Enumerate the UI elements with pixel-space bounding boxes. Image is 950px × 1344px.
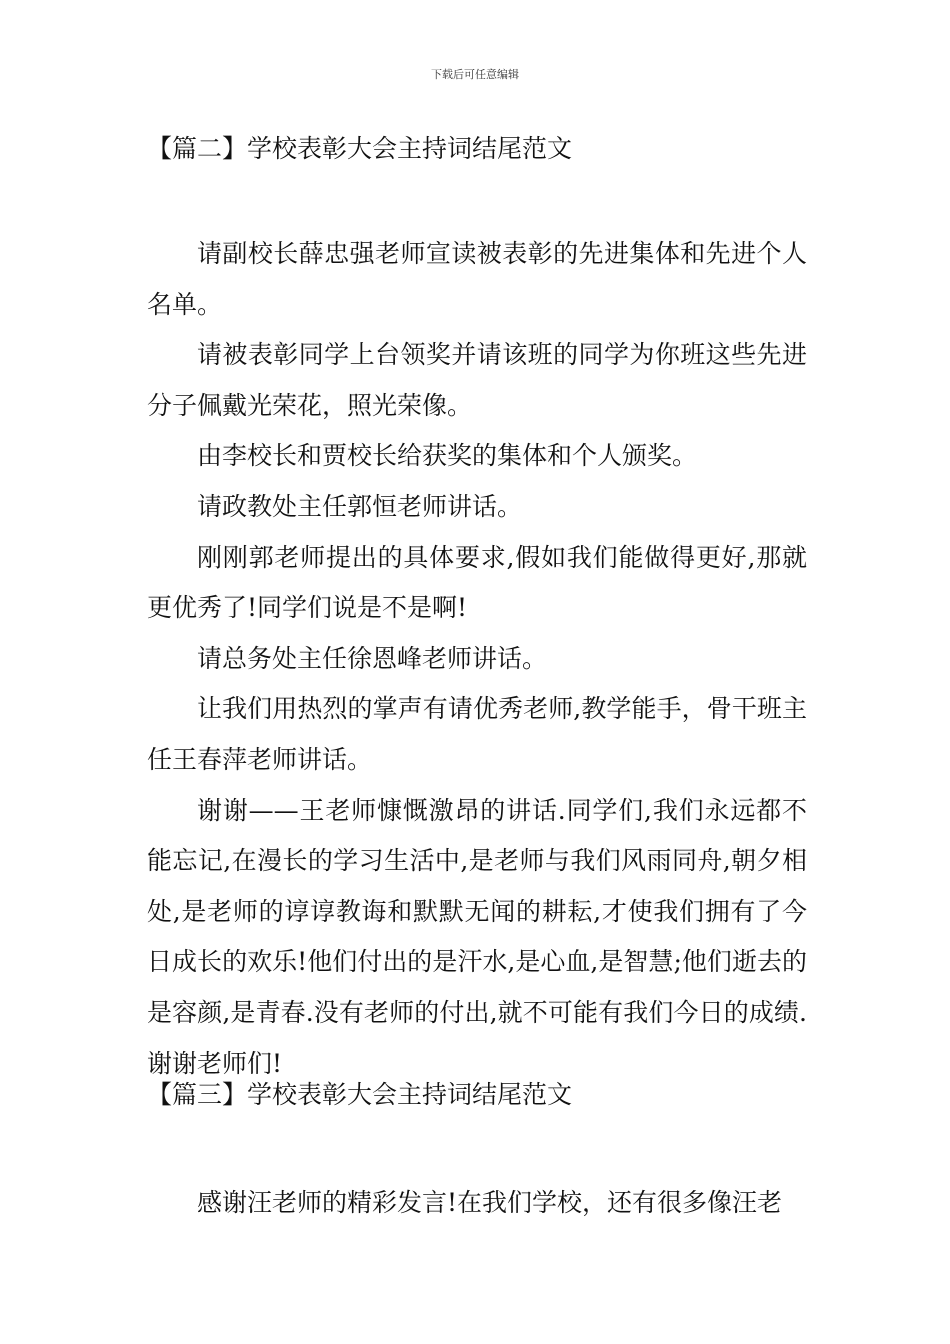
paragraph: 谢谢——王老师慷慨激昂的讲话.同学们,我们永远都不能忘记,在漫长的学习生活中,是老师与我们风雨同舟,朝夕相处,是老师的谆谆教诲和默默无闻的耕耘,才使我们拥有了今日成长的欢乐!他们付出的是汗水,是心血,是智慧;他们逝去的是容颜,是青春.没有老师的付出,就不可能有我们今日的成绩.谢谢老师们! bbox=[147, 795, 807, 1078]
section-two-body bbox=[147, 229, 807, 1089]
paragraph: 由李校长和贾校长给获奖的集体和个人颁奖。 bbox=[197, 441, 698, 471]
paragraph: 请副校长薛忠强老师宣读被表彰的先进集体和先进个人名单。 bbox=[147, 239, 807, 319]
section-three-body bbox=[147, 1178, 807, 1229]
section-two-title: 【篇二】学校表彰大会主持词结尾范文 bbox=[147, 134, 573, 163]
paragraph: 请被表彰同学上台领奖并请该班的同学为你班这些先进分子佩戴光荣花，照光荣像。 bbox=[147, 340, 807, 420]
paragraph: 感谢汪老师的精彩发言!在我们学校，还有很多像汪老 bbox=[197, 1188, 783, 1217]
section-three-title: 【篇三】学校表彰大会主持词结尾范文 bbox=[147, 1080, 573, 1109]
paragraph: 请总务处主任徐恩峰老师讲话。 bbox=[197, 643, 548, 673]
paragraph: 让我们用热烈的掌声有请优秀老师,教学能手，骨干班主任王春萍老师讲话。 bbox=[147, 694, 807, 774]
page-header-note: 下载后可任意编辑 bbox=[431, 68, 519, 81]
paragraph: 请政教处主任郭恒老师讲话。 bbox=[197, 491, 523, 521]
paragraph: 刚刚郭老师提出的具体要求,假如我们能做得更好,那就更优秀了!同学们说是不是啊! bbox=[147, 542, 807, 623]
